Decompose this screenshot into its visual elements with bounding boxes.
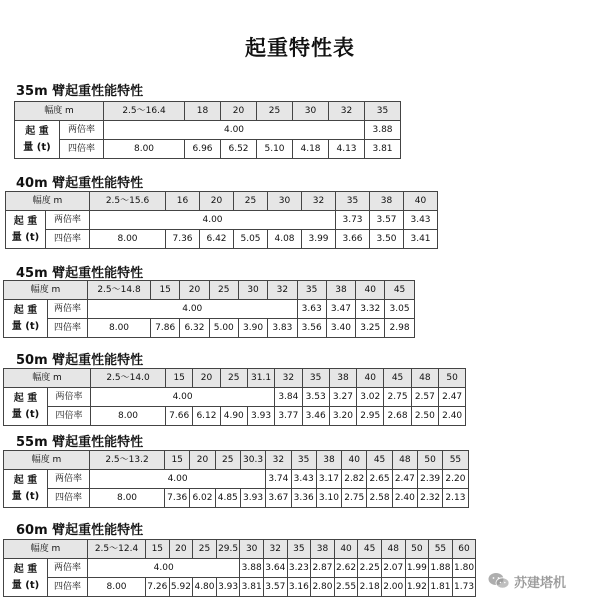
section-title: 45m 臂起重性能特性 [16,266,144,281]
radius-cell: 2.5～14.8 [88,281,151,300]
radius-cell: 32 [266,451,291,470]
radius-label: 幅度 m [4,281,88,300]
radius-cell: 50 [438,369,465,388]
capacity-cell: 3.02 [357,388,384,407]
capacity-cell: 6.32 [180,319,209,338]
radius-cell: 38 [311,540,335,559]
radius-cell: 40 [357,369,384,388]
radius-cell: 32 [302,192,336,211]
radius-cell: 15 [146,540,170,559]
capacity-label-bottom: 量 (t) [15,140,60,159]
radius-cell: 32 [329,102,365,121]
radius-cell: 2.5～13.2 [90,451,165,470]
capacity-cell: 1.88 [429,559,453,578]
capacity-cell: 3.64 [263,559,287,578]
four-fall-row [4,319,415,338]
capacity-cell: 2.80 [311,578,335,597]
watermark-text: 苏建塔机 [514,575,567,591]
two-fall-row [4,388,466,407]
capacity-cell: 4.00 [88,300,297,319]
radius-cell: 30 [240,540,264,559]
capacity-cell: 2.87 [311,559,335,578]
capacity-cell: 3.05 [385,300,414,319]
capacity-cell: 8.00 [104,140,185,159]
radius-cell: 32 [268,281,297,300]
capacity-cell: 3.93 [216,578,240,597]
capacity-cell: 3.17 [316,470,341,489]
capacity-cell: 3.56 [297,319,326,338]
radius-cell: 50 [417,451,442,470]
radius-label: 幅度 m [15,102,104,121]
two-fall-label: 两倍率 [48,470,90,489]
capacity-cell: 7.36 [166,230,200,249]
section-title: 60m 臂起重性能特性 [16,523,144,538]
capacity-cell: 2.55 [334,578,358,597]
radius-cell: 35 [297,281,326,300]
four-fall-label: 四倍率 [48,578,88,597]
capacity-cell: 3.81 [240,578,264,597]
capacity-cell: 2.00 [381,578,405,597]
radius-cell: 55 [429,540,453,559]
capacity-label-top: 起 重 [15,121,60,140]
section-title: 40m 臂起重性能特性 [16,176,144,191]
capacity-cell: 1.73 [452,578,476,597]
radius-cell: 38 [370,192,404,211]
capacity-cell: 1.92 [405,578,429,597]
capacity-cell: 2.75 [384,388,411,407]
capacity-cell: 4.00 [90,211,336,230]
four-fall-label: 四倍率 [46,230,90,249]
radius-cell: 2.5～14.0 [91,369,166,388]
radius-cell: 35 [291,451,316,470]
capacity-cell: 4.90 [220,407,247,426]
capacity-cell: 4.00 [104,121,365,140]
capacity-cell: 6.02 [190,489,215,508]
capacity-cell: 2.65 [367,470,392,489]
radius-cell: 45 [367,451,392,470]
radius-cell: 25 [209,281,238,300]
two-fall-label: 两倍率 [60,121,104,140]
radius-row [6,192,438,211]
radius-cell: 15 [166,369,193,388]
two-fall-row [6,211,438,230]
capacity-cell: 2.25 [358,559,382,578]
capacity-cell: 4.13 [329,140,365,159]
radius-cell: 40 [334,540,358,559]
capacity-cell: 2.47 [392,470,417,489]
capacity-cell: 6.52 [221,140,257,159]
two-fall-row [4,300,415,319]
load-table [14,101,401,159]
radius-cell: 50 [405,540,429,559]
capacity-cell: 7.26 [146,578,170,597]
watermark [488,566,598,596]
radius-cell: 35 [287,540,311,559]
capacity-cell: 3.25 [356,319,385,338]
capacity-cell: 3.20 [329,407,356,426]
capacity-cell: 2.58 [367,489,392,508]
capacity-label-top: 起 重 [6,211,46,230]
capacity-cell: 4.00 [88,559,240,578]
capacity-cell: 2.57 [411,388,438,407]
radius-cell: 45 [385,281,414,300]
radius-label: 幅度 m [4,451,90,470]
radius-row [4,281,415,300]
capacity-cell: 2.47 [438,388,465,407]
capacity-cell: 3.67 [266,489,291,508]
four-fall-row [15,140,401,159]
radius-cell: 30 [293,102,329,121]
radius-cell: 38 [329,369,356,388]
radius-cell: 45 [384,369,411,388]
capacity-label-top: 起 重 [4,388,48,407]
capacity-label-bottom: 量 (t) [4,319,48,338]
capacity-cell: 2.98 [385,319,414,338]
capacity-cell: 3.23 [287,559,311,578]
radius-cell: 20 [180,281,209,300]
capacity-label-bottom: 量 (t) [4,489,48,508]
radius-cell: 35 [336,192,370,211]
radius-cell: 29.5 [216,540,240,559]
capacity-cell: 3.43 [404,211,438,230]
section-title: 55m 臂起重性能特性 [16,435,144,450]
radius-cell: 15 [151,281,180,300]
radius-cell: 35 [365,102,401,121]
radius-cell: 40 [404,192,438,211]
capacity-cell: 3.27 [329,388,356,407]
radius-cell: 25 [220,369,247,388]
capacity-cell: 7.36 [165,489,190,508]
capacity-cell: 4.08 [268,230,302,249]
capacity-cell: 5.92 [169,578,193,597]
capacity-cell: 6.12 [193,407,220,426]
radius-cell: 16 [166,192,200,211]
section-title: 35m 臂起重性能特性 [16,84,144,99]
capacity-cell: 7.86 [151,319,180,338]
capacity-cell: 4.18 [293,140,329,159]
capacity-cell: 3.16 [287,578,311,597]
capacity-cell: 3.41 [404,230,438,249]
capacity-cell: 1.81 [429,578,453,597]
load-table [3,368,466,426]
two-fall-label: 两倍率 [48,300,88,319]
capacity-label-top: 起 重 [4,300,48,319]
radius-row [15,102,401,121]
radius-cell: 25 [234,192,268,211]
capacity-cell: 3.88 [240,559,264,578]
capacity-cell: 3.32 [356,300,385,319]
radius-cell: 30.3 [240,451,265,470]
radius-cell: 40 [342,451,367,470]
capacity-cell: 6.42 [200,230,234,249]
radius-cell: 2.5～12.4 [88,540,146,559]
capacity-cell: 3.50 [370,230,404,249]
capacity-cell: 8.00 [90,489,165,508]
capacity-cell: 2.39 [417,470,442,489]
capacity-cell: 3.93 [247,407,274,426]
capacity-cell: 2.82 [342,470,367,489]
radius-cell: 40 [356,281,385,300]
capacity-cell: 2.32 [417,489,442,508]
radius-cell: 48 [411,369,438,388]
radius-cell: 38 [326,281,355,300]
radius-cell: 30 [268,192,302,211]
capacity-cell: 3.88 [365,121,401,140]
capacity-cell: 3.66 [336,230,370,249]
radius-cell: 30 [238,281,267,300]
four-fall-label: 四倍率 [48,407,91,426]
page-title: 起重特性表 [245,36,355,60]
capacity-label-top: 起 重 [4,559,48,578]
capacity-cell: 3.81 [365,140,401,159]
radius-cell: 48 [381,540,405,559]
four-fall-row [6,230,438,249]
radius-cell: 32 [275,369,302,388]
capacity-cell: 5.05 [234,230,268,249]
capacity-cell: 5.10 [257,140,293,159]
capacity-cell: 7.66 [166,407,193,426]
capacity-label-bottom: 量 (t) [4,407,48,426]
radius-cell: 15 [165,451,190,470]
load-table [3,280,415,338]
two-fall-row [4,470,469,489]
capacity-cell: 3.36 [291,489,316,508]
four-fall-label: 四倍率 [48,319,88,338]
capacity-cell: 2.62 [334,559,358,578]
load-table [3,450,469,508]
radius-label: 幅度 m [4,369,91,388]
capacity-cell: 3.93 [240,489,265,508]
capacity-cell: 2.40 [392,489,417,508]
radius-cell: 18 [185,102,221,121]
capacity-cell: 8.00 [88,578,146,597]
radius-cell: 20 [221,102,257,121]
two-fall-label: 两倍率 [48,559,88,578]
capacity-cell: 2.95 [357,407,384,426]
radius-cell: 32 [263,540,287,559]
load-table [3,539,476,597]
four-fall-label: 四倍率 [48,489,90,508]
capacity-label-bottom: 量 (t) [6,230,46,249]
capacity-cell: 3.73 [336,211,370,230]
radius-cell: 38 [316,451,341,470]
capacity-cell: 4.00 [91,388,275,407]
capacity-cell: 3.63 [297,300,326,319]
capacity-cell: 3.77 [275,407,302,426]
radius-cell: 31.1 [247,369,274,388]
radius-cell: 55 [443,451,468,470]
radius-cell: 25 [215,451,240,470]
capacity-cell: 3.40 [326,319,355,338]
capacity-cell: 3.43 [291,470,316,489]
capacity-cell: 3.10 [316,489,341,508]
two-fall-row [4,559,476,578]
capacity-cell: 1.80 [452,559,476,578]
capacity-cell: 2.50 [411,407,438,426]
capacity-cell: 3.83 [268,319,297,338]
capacity-label-bottom: 量 (t) [4,578,48,597]
capacity-cell: 3.46 [302,407,329,426]
capacity-cell: 2.68 [384,407,411,426]
four-fall-row [4,407,466,426]
radius-label: 幅度 m [6,192,90,211]
capacity-label-top: 起 重 [4,470,48,489]
four-fall-row [4,489,469,508]
radius-cell: 2.5～15.6 [90,192,166,211]
radius-cell: 25 [257,102,293,121]
radius-cell: 20 [190,451,215,470]
four-fall-label: 四倍率 [60,140,104,159]
capacity-cell: 2.20 [443,470,468,489]
capacity-cell: 8.00 [88,319,151,338]
four-fall-row [4,578,476,597]
capacity-cell: 3.74 [266,470,291,489]
radius-cell: 60 [452,540,476,559]
two-fall-label: 两倍率 [46,211,90,230]
radius-cell: 45 [358,540,382,559]
capacity-cell: 4.85 [215,489,240,508]
capacity-cell: 2.13 [443,489,468,508]
radius-cell: 20 [193,369,220,388]
capacity-cell: 3.47 [326,300,355,319]
capacity-cell: 4.00 [90,470,266,489]
radius-cell: 48 [392,451,417,470]
two-fall-label: 两倍率 [48,388,91,407]
capacity-cell: 4.80 [193,578,217,597]
radius-row [4,369,466,388]
radius-cell: 20 [169,540,193,559]
capacity-cell: 2.07 [381,559,405,578]
radius-row [4,540,476,559]
capacity-cell: 3.57 [370,211,404,230]
capacity-cell: 1.99 [405,559,429,578]
radius-cell: 35 [302,369,329,388]
section-title: 50m 臂起重性能特性 [16,353,144,368]
capacity-cell: 3.57 [263,578,287,597]
capacity-cell: 8.00 [91,407,166,426]
load-table [5,191,438,249]
capacity-cell: 5.00 [209,319,238,338]
capacity-cell: 3.90 [238,319,267,338]
capacity-cell: 8.00 [90,230,166,249]
radius-cell: 20 [200,192,234,211]
capacity-cell: 3.99 [302,230,336,249]
capacity-cell: 3.53 [302,388,329,407]
radius-cell: 25 [193,540,217,559]
wechat-logo-icon [488,572,510,590]
radius-label: 幅度 m [4,540,88,559]
radius-row [4,451,469,470]
capacity-cell: 2.40 [438,407,465,426]
radius-cell: 2.5～16.4 [104,102,185,121]
capacity-cell: 2.18 [358,578,382,597]
two-fall-row [15,121,401,140]
capacity-cell: 2.75 [342,489,367,508]
capacity-cell: 3.84 [275,388,302,407]
capacity-cell: 6.96 [185,140,221,159]
